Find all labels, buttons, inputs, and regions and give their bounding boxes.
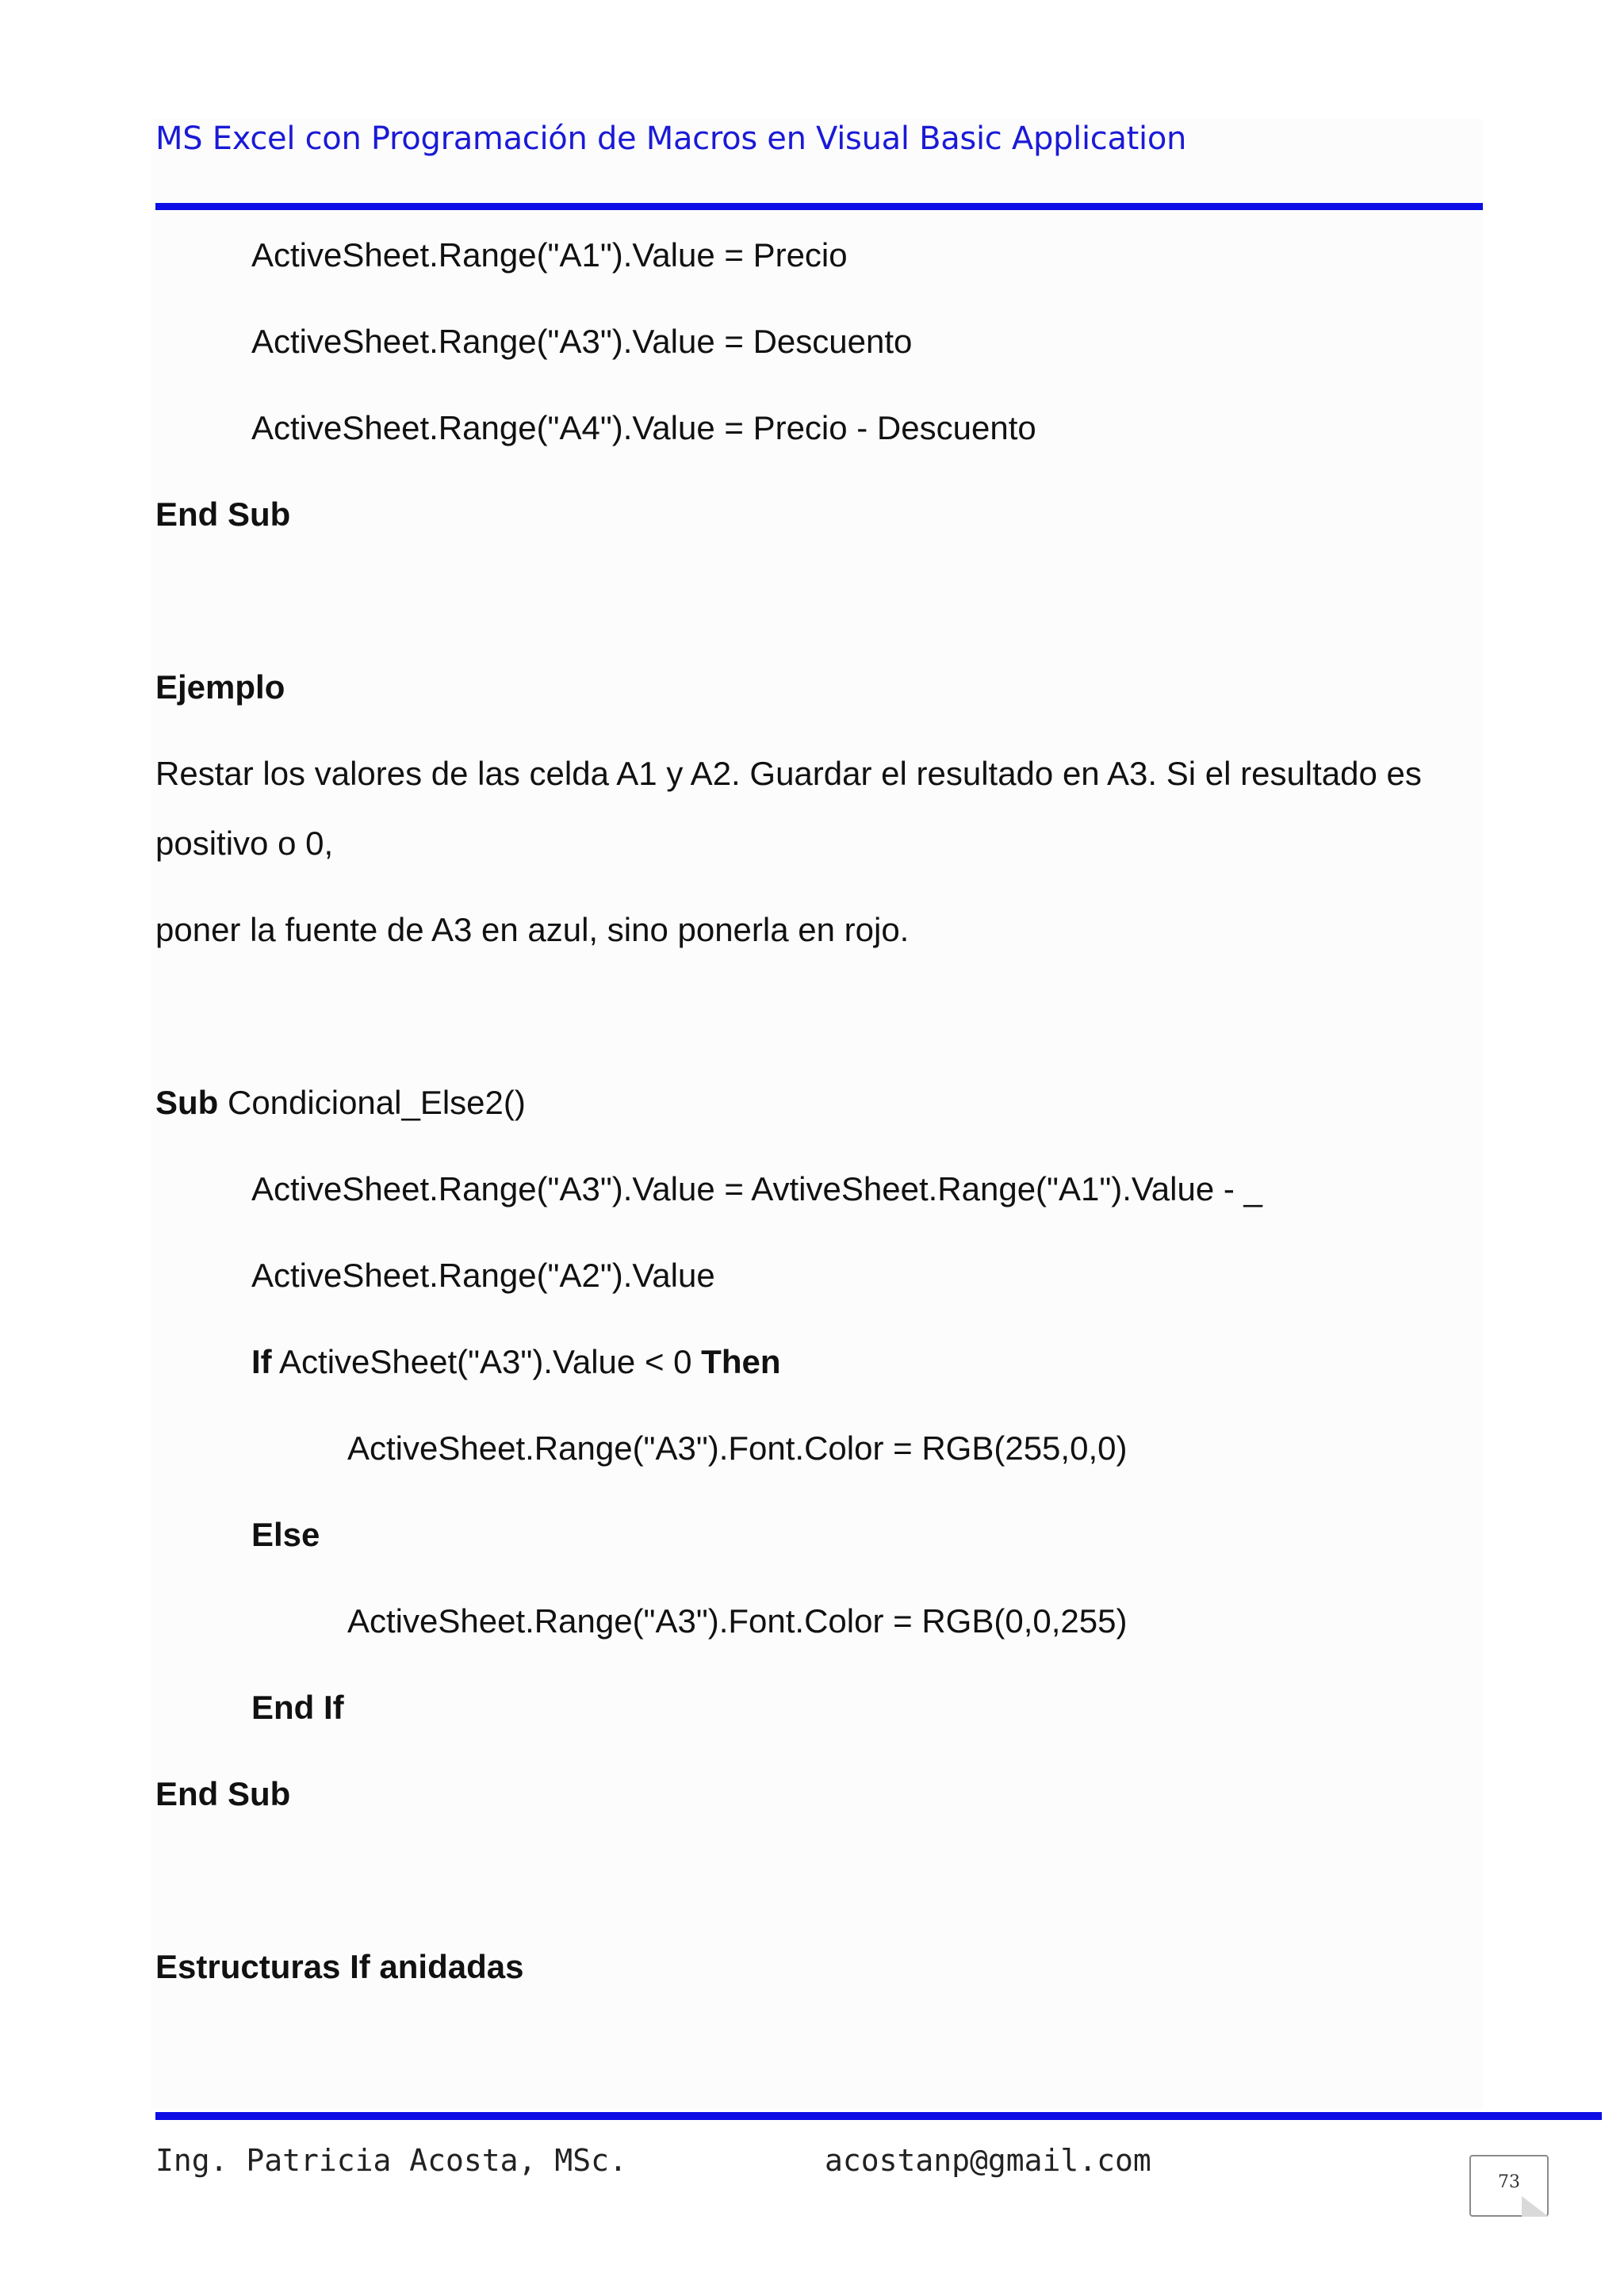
if-condition: ActiveSheet("A3").Value < 0 [271, 1343, 702, 1380]
example-description-line: positivo o 0, [155, 825, 334, 862]
code-line: ActiveSheet.Range("A3").Value = Descuento [251, 323, 913, 360]
example-heading: Ejemplo [155, 668, 285, 706]
header-rule [155, 203, 1483, 210]
page-number: 73 [1498, 2172, 1520, 2192]
then-keyword: Then [701, 1343, 781, 1380]
example-description-line: Restar los valores de las celda A1 y A2. Guardar el resultado en A3. Si el resultado es [155, 755, 1422, 792]
footer-rule [155, 2112, 1602, 2120]
if-keyword: If [251, 1343, 272, 1380]
sub-keyword: Sub [155, 1084, 219, 1121]
else-keyword: Else [251, 1516, 320, 1553]
sub-name: Condicional_Else2() [218, 1084, 526, 1121]
code-if-statement [251, 1345, 781, 1379]
section-heading: Estructuras If anidadas [155, 1948, 524, 1985]
code-line: ActiveSheet.Range("A4").Value = Precio - Descuento [251, 409, 1036, 446]
page-number-badge [1469, 2155, 1549, 2217]
code-line: ActiveSheet.Range("A3").Value = AvtiveSheet.Range("A1").Value - _ [251, 1170, 1262, 1207]
end-if-keyword: End If [251, 1689, 344, 1726]
page-header-title: MS Excel con Programación de Macros en Visual Basic Application [155, 121, 1187, 157]
code-line: ActiveSheet.Range("A3").Font.Color = RGB(255,0,0) [347, 1429, 1128, 1467]
footer-author: Ing. Patricia Acosta, MSc. [155, 2143, 627, 2178]
code-end-sub: End Sub [155, 1775, 291, 1812]
code-line: ActiveSheet.Range("A3").Font.Color = RGB(0,0,255) [347, 1602, 1128, 1640]
code-line: ActiveSheet.Range("A1").Value = Precio [251, 236, 848, 274]
example-description-line: poner la fuente de A3 en azul, sino ponerla en rojo. [155, 911, 910, 948]
code-sub-declaration [155, 1086, 526, 1119]
footer-email: acostanp@gmail.com [825, 2143, 1151, 2178]
code-end-sub: End Sub [155, 496, 291, 533]
page-curl-icon [1522, 2196, 1549, 2217]
code-line: ActiveSheet.Range("A2").Value [251, 1257, 715, 1294]
